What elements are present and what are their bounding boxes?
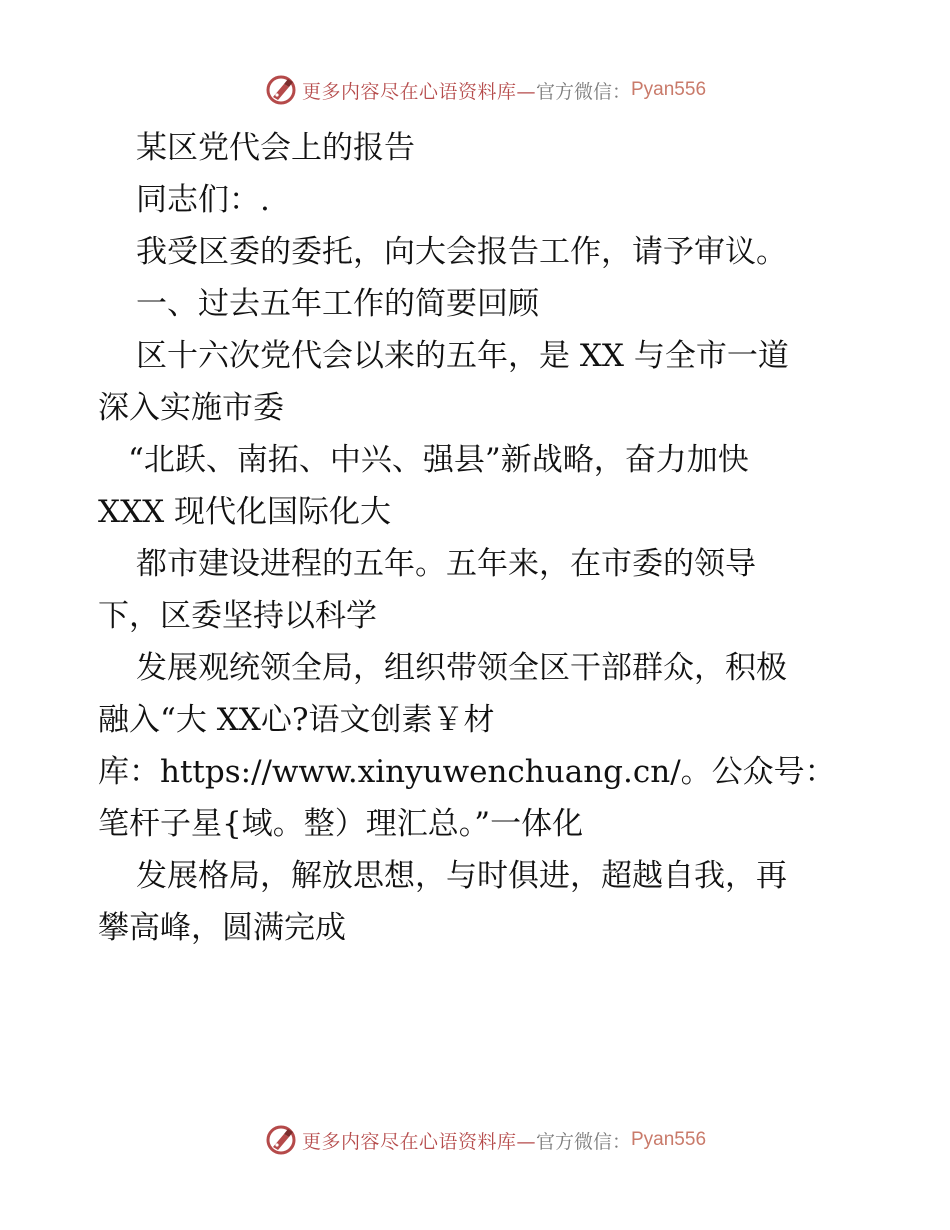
paragraph-line: 发展格局，解放思想，与时俱进，超越自我，再 (136, 858, 787, 894)
footer-banner (0, 1120, 950, 1160)
salutation: 同志们：. (136, 182, 270, 218)
banner-wechat-label: 官方微信： (535, 1130, 631, 1153)
document-title: 某区党代会上的报告 (136, 130, 415, 166)
header-banner (0, 70, 950, 110)
paragraph-line: 融入“大 XX心?语文创素￥材 (98, 702, 495, 738)
paragraph-line: 我受区委的委托，向大会报告工作，请予审议。 (136, 234, 787, 270)
paragraph-line: 笔杆子星{域。整）理汇总。”一体化 (98, 806, 584, 842)
section-heading: 一、过去五年工作的简要回顾 (136, 286, 539, 322)
paragraph-line: 库：https://www.xinyuwenchuang.cn/。公众号： (98, 754, 836, 790)
paragraph-line: 下，区委坚持以科学 (98, 598, 377, 634)
paragraph-line: 都市建设进程的五年。五年来，在市委的领导 (136, 546, 756, 582)
banner-wechat-id: Pyan556 (631, 79, 707, 100)
banner-text: 更多内容尽在心语资料库— (301, 1130, 536, 1153)
banner-wechat-id: Pyan556 (631, 1129, 707, 1150)
paragraph-line: 发展观统领全局，组织带领全区干部群众，积极 (136, 650, 787, 686)
banner-wechat-label: 官方微信： (535, 80, 631, 103)
pen-logo-icon (264, 73, 298, 107)
document-body (98, 122, 858, 954)
header-banner-content (264, 73, 706, 107)
paragraph-line: “北跃、南拓、中兴、强县”新战略，奋力加快 (128, 442, 749, 478)
paragraph-line: 区十六次党代会以来的五年，是 XX 与全市一道 (136, 338, 789, 374)
paragraph-line: 攀高峰，圆满完成 (98, 910, 346, 946)
paragraph-line: XXX 现代化国际化大 (98, 494, 392, 530)
pen-logo-icon (264, 1123, 298, 1157)
paragraph-line: 深入实施市委 (98, 390, 284, 426)
banner-text: 更多内容尽在心语资料库— (301, 80, 536, 103)
footer-banner-content (264, 1123, 706, 1157)
